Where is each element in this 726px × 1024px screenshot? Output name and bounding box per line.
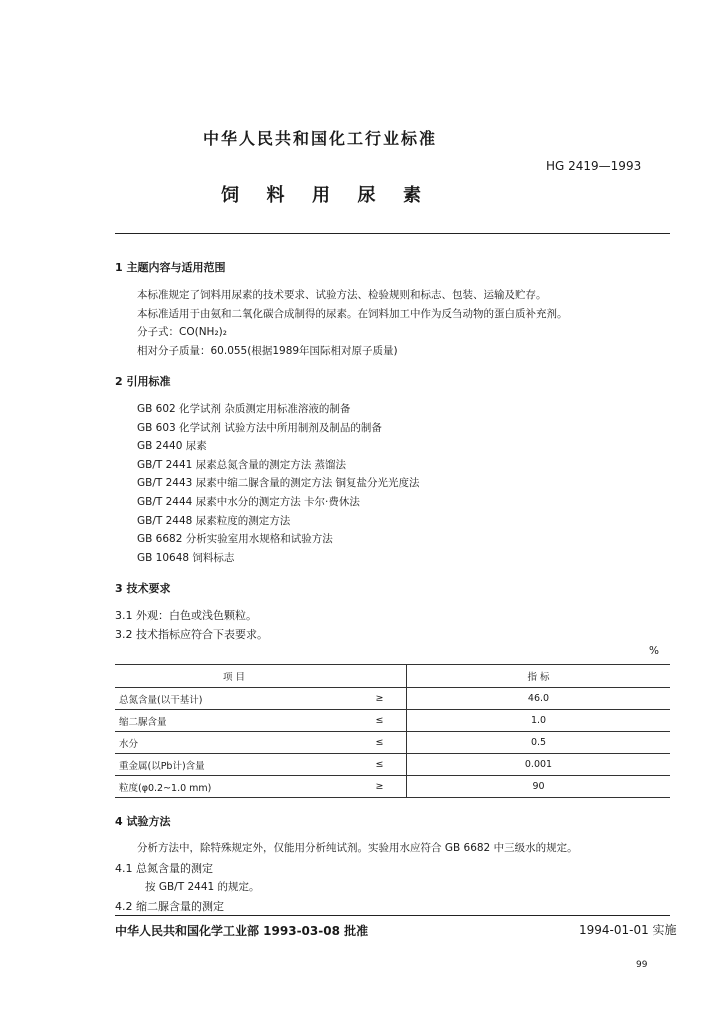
reference-item: GB/T 2448 尿素粒度的测定方法 [137,515,291,527]
table-header-row [115,665,670,688]
molecular-formula: 分子式：CO(NH₂)₂ [137,326,227,338]
row-operator: ≥ [353,688,407,710]
column-header-index: 指 标 [407,665,671,688]
paragraph: 分析方法中，除特殊规定外，仅能用分析纯试剂。实验用水应符合 GB 6682 中三级水的规定。 [137,842,578,854]
section-heading: 1 主题内容与适用范围 [115,261,226,274]
page-number: 99 [636,960,648,970]
table-row [115,732,670,754]
row-operator: ≤ [353,710,407,732]
row-operator: ≥ [353,776,407,798]
row-operator: ≤ [353,732,407,754]
standard-number: HG 2419—1993 [546,159,642,173]
table-row [115,688,670,710]
paragraph: 本标准适用于由氨和二氧化碳合成制得的尿素。在饲料加工中作为反刍动物的蛋白质补充剂。 [137,308,568,320]
footer-divider [115,915,670,916]
row-value: 46.0 [407,688,671,710]
reference-item: GB 603 化学试剂 试验方法中所用制剂及制品的制备 [137,422,382,434]
reference-item: GB 602 化学试剂 杂质测定用标准溶液的制备 [137,403,351,415]
table-unit: % [649,645,659,657]
specification-table [115,664,670,798]
row-item: 水分 [115,732,353,754]
row-item: 重金属(以Pb计)含量 [115,754,353,776]
title-char: 用 [312,185,330,206]
subsection-heading: 4.2 缩二脲含量的测定 [115,900,224,913]
section-heading: 2 引用标准 [115,375,171,388]
subsection-item: 3.1 外观：白色或浅色颗粒。 [115,609,257,622]
row-item: 总氮含量(以干基计) [115,688,353,710]
molecular-mass: 相对分子质量：60.055(根据1989年国际相对原子质量) [137,345,398,357]
approval-line: 中华人民共和国化学工业部 1993-03-08 批准 [115,924,369,938]
column-header-item: 项 目 [115,665,353,688]
column-header-op [353,665,407,688]
reference-item: GB/T 2444 尿素中水分的测定方法 卡尔·费休法 [137,496,360,508]
row-item: 粒度(φ0.2~1.0 mm) [115,776,353,798]
reference-item: GB/T 2441 尿素总氮含量的测定方法 蒸馏法 [137,459,347,471]
row-value: 0.001 [407,754,671,776]
title-char: 料 [266,185,285,206]
title-char: 尿 [357,185,376,206]
table-row [115,754,670,776]
title-char: 素 [403,185,421,206]
row-item: 缩二脲含量 [115,710,353,732]
paragraph: 按 GB/T 2441 的规定。 [145,881,260,893]
row-value: 90 [407,776,671,798]
row-operator: ≤ [353,754,407,776]
table-row [115,776,670,798]
reference-item: GB 10648 饲料标志 [137,552,235,564]
header-divider [115,233,670,234]
document-title [221,181,421,207]
row-value: 0.5 [407,732,671,754]
table-row [115,710,670,732]
paragraph: 本标准规定了饲料用尿素的技术要求、试验方法、检验规则和标志、包装、运输及贮存。 [137,289,547,301]
section-heading: 3 技术要求 [115,582,171,595]
reference-item: GB 6682 分析实验室用水规格和试验方法 [137,533,333,545]
subsection-item: 3.2 技术指标应符合下表要求。 [115,628,268,641]
reference-item: GB 2440 尿素 [137,440,207,452]
subsection-heading: 4.1 总氮含量的测定 [115,862,213,875]
row-value: 1.0 [407,710,671,732]
implementation-date: 1994-01-01 实施 [579,923,677,937]
title-char: 饲 [221,185,239,206]
section-heading: 4 试验方法 [115,815,171,828]
reference-item: GB/T 2443 尿素中缩二脲含量的测定方法 铜复盐分光光度法 [137,477,420,489]
industry-standard-title: 中华人民共和国化工行业标准 [203,129,438,148]
